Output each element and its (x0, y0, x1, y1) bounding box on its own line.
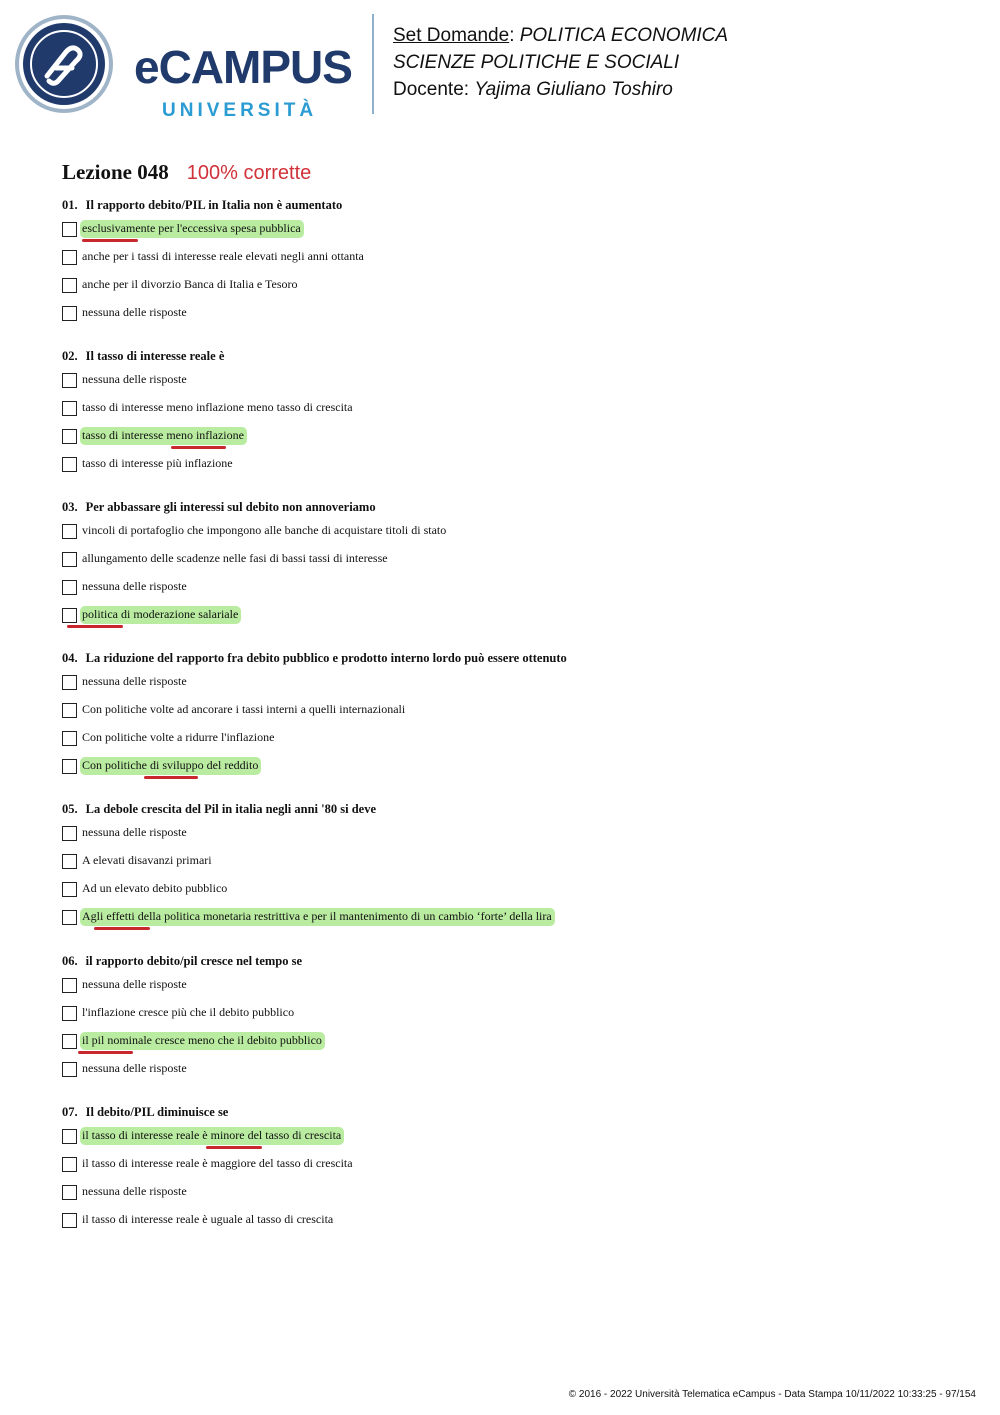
teacher-name: Yajima Giuliano Toshiro (474, 79, 673, 100)
answer-option[interactable] (62, 752, 942, 780)
question-07 (62, 1102, 942, 1234)
question-01 (62, 195, 942, 327)
answer-text: il tasso di interesse reale è uguale al tasso di crescita (82, 1212, 334, 1226)
answer-checkbox[interactable] (62, 552, 77, 567)
answer-text: tasso di interesse meno inflazione (80, 427, 247, 445)
answer-checkbox[interactable] (62, 401, 77, 416)
faculty-name: SCIENZE POLITICHE E SOCIALI (393, 52, 680, 73)
red-underline (171, 446, 226, 449)
course-name: POLITICA ECONOMICA (519, 25, 729, 46)
logo-wordmark: eCAMPUS (134, 41, 352, 93)
answer-option[interactable] (62, 696, 942, 724)
answer-text: il tasso di interesse reale è minore del tasso di crescita (80, 1127, 344, 1145)
question-title: 05. La debole crescita del Pil in italia negli anni '80 si deve (62, 802, 377, 816)
answer-text: nessuna delle risposte (82, 977, 187, 991)
answer-text: il pil nominale cresce meno che il debito pubblico (80, 1032, 325, 1050)
answer-option[interactable] (62, 271, 942, 299)
answer-option[interactable] (62, 1027, 942, 1055)
page-footer: © 2016 - 2022 Università Telematica eCampus - Data Stampa 10/11/2022 10:33:25 - 97/154 (568, 1389, 976, 1400)
question-02 (62, 346, 942, 478)
answer-checkbox[interactable] (62, 854, 77, 869)
answer-text: nessuna delle risposte (82, 305, 187, 319)
answer-option[interactable] (62, 601, 942, 629)
answer-text: esclusivamente per l'eccessiva spesa pubblica (80, 220, 304, 238)
answer-checkbox[interactable] (62, 826, 77, 841)
answer-text: nessuna delle risposte (82, 825, 187, 839)
lesson-heading (62, 160, 311, 185)
answer-text: nessuna delle risposte (82, 1184, 187, 1198)
answer-option[interactable] (62, 215, 942, 243)
answer-text: Con politiche di sviluppo del reddito (80, 757, 261, 775)
logo-subtitle: UNIVERSITÀ (162, 100, 318, 121)
question-06 (62, 951, 942, 1083)
question-title: 01. Il rapporto debito/PIL in Italia non è aumentato (62, 198, 343, 212)
answer-option[interactable] (62, 724, 942, 752)
answer-option[interactable] (62, 243, 942, 271)
question-03 (62, 497, 942, 629)
answer-text: anche per i tassi di interesse reale elevati negli anni ottanta (82, 249, 364, 263)
ecampus-emblem-icon (14, 14, 114, 114)
answer-option[interactable] (62, 422, 942, 450)
answer-option[interactable] (62, 573, 942, 601)
answer-text: Con politiche volte ad ancorare i tassi interni a quelli internazionali (82, 702, 406, 716)
question-05 (62, 799, 942, 931)
answer-option[interactable] (62, 847, 942, 875)
set-label: Set Domande (393, 25, 510, 46)
answer-checkbox[interactable] (62, 978, 77, 993)
answer-checkbox[interactable] (62, 675, 77, 690)
answer-option[interactable] (62, 903, 942, 931)
answer-option[interactable] (62, 668, 942, 696)
answer-option[interactable] (62, 1150, 942, 1178)
answer-checkbox[interactable] (62, 1185, 77, 1200)
answer-text: A elevati disavanzi primari (82, 853, 212, 867)
answer-text: nessuna delle risposte (82, 674, 187, 688)
red-underline (144, 776, 198, 779)
answer-checkbox[interactable] (62, 1062, 77, 1077)
red-underline (78, 1051, 133, 1054)
answer-checkbox[interactable] (62, 882, 77, 897)
answer-checkbox[interactable] (62, 608, 77, 623)
answer-option[interactable] (62, 299, 942, 327)
answer-checkbox[interactable] (62, 1129, 77, 1144)
answer-checkbox[interactable] (62, 306, 77, 321)
answer-text: nessuna delle risposte (82, 579, 187, 593)
answer-checkbox[interactable] (62, 580, 77, 595)
answer-checkbox[interactable] (62, 703, 77, 718)
answer-option[interactable] (62, 450, 942, 478)
answer-checkbox[interactable] (62, 278, 77, 293)
answer-text: vincoli di portafoglio che impongono alle banche di acquistare titoli di stato (82, 523, 447, 537)
answer-text: Ad un elevato debito pubblico (82, 881, 228, 895)
red-underline (206, 1146, 262, 1149)
answer-checkbox[interactable] (62, 1006, 77, 1021)
answer-text: l'inflazione cresce più che il debito pubblico (82, 1005, 295, 1019)
answer-checkbox[interactable] (62, 910, 77, 925)
answer-checkbox[interactable] (62, 1034, 77, 1049)
answer-text: tasso di interesse meno inflazione meno tasso di crescita (82, 400, 353, 414)
answer-checkbox[interactable] (62, 250, 77, 265)
answer-option[interactable] (62, 1206, 942, 1234)
answer-text: tasso di interesse più inflazione (82, 456, 233, 470)
page-header (0, 0, 1000, 130)
answer-option[interactable] (62, 1178, 942, 1206)
answer-option[interactable] (62, 999, 942, 1027)
header-divider (372, 14, 374, 114)
question-04 (62, 648, 942, 780)
answer-option[interactable] (62, 1122, 942, 1150)
answer-text: anche per il divorzio Banca di Italia e Tesoro (82, 277, 298, 291)
answer-checkbox[interactable] (62, 1157, 77, 1172)
answer-option[interactable] (62, 545, 942, 573)
answer-checkbox[interactable] (62, 429, 77, 444)
red-underline (67, 625, 123, 628)
teacher-label: Docente: (393, 79, 470, 100)
answer-checkbox[interactable] (62, 731, 77, 746)
question-title: 07. Il debito/PIL diminuisce se (62, 1105, 229, 1119)
lesson-title: Lezione 048 (62, 160, 169, 184)
answer-checkbox[interactable] (62, 373, 77, 388)
answer-checkbox[interactable] (62, 222, 77, 237)
question-title: 06. il rapporto debito/pil cresce nel tempo se (62, 954, 303, 968)
question-title: 02. Il tasso di interesse reale è (62, 349, 225, 363)
answer-option[interactable] (62, 1055, 942, 1083)
answer-checkbox[interactable] (62, 457, 77, 472)
lesson-score: 100% corrette (186, 162, 312, 184)
answer-option[interactable] (62, 366, 942, 394)
answer-option[interactable] (62, 394, 942, 422)
course-info: Set Domande: POLITICA ECONOMICA SCIENZE POLITICHE E SOCIALI Docente: Yajima Giuliano Toshiro (393, 25, 729, 100)
answer-checkbox[interactable] (62, 759, 77, 774)
answer-text: nessuna delle risposte (82, 1061, 187, 1075)
question-title: 03. Per abbassare gli interessi sul debito non annoveriamo (62, 500, 376, 514)
red-underline (82, 239, 138, 242)
answer-option[interactable] (62, 875, 942, 903)
red-underline (94, 927, 150, 930)
answer-text: politica di moderazione salariale (80, 606, 241, 624)
answer-option[interactable] (62, 971, 942, 999)
answer-option[interactable] (62, 819, 942, 847)
answer-text: Agli effetti della politica monetaria restrittiva e per il mantenimento di un cambio ‘forte’ della lira (80, 908, 555, 926)
answer-checkbox[interactable] (62, 524, 77, 539)
answer-text: nessuna delle risposte (82, 372, 187, 386)
answer-option[interactable] (62, 517, 942, 545)
ecampus-logo (14, 14, 364, 121)
answer-text: il tasso di interesse reale è maggiore del tasso di crescita (82, 1156, 353, 1170)
question-title: 04. La riduzione del rapporto fra debito pubblico e prodotto interno lordo può essere ottenuto (62, 651, 567, 665)
answer-checkbox[interactable] (62, 1213, 77, 1228)
answer-text: Con politiche volte a ridurre l'inflazione (82, 730, 275, 744)
answer-text: allungamento delle scadenze nelle fasi di bassi tassi di interesse (82, 551, 388, 565)
